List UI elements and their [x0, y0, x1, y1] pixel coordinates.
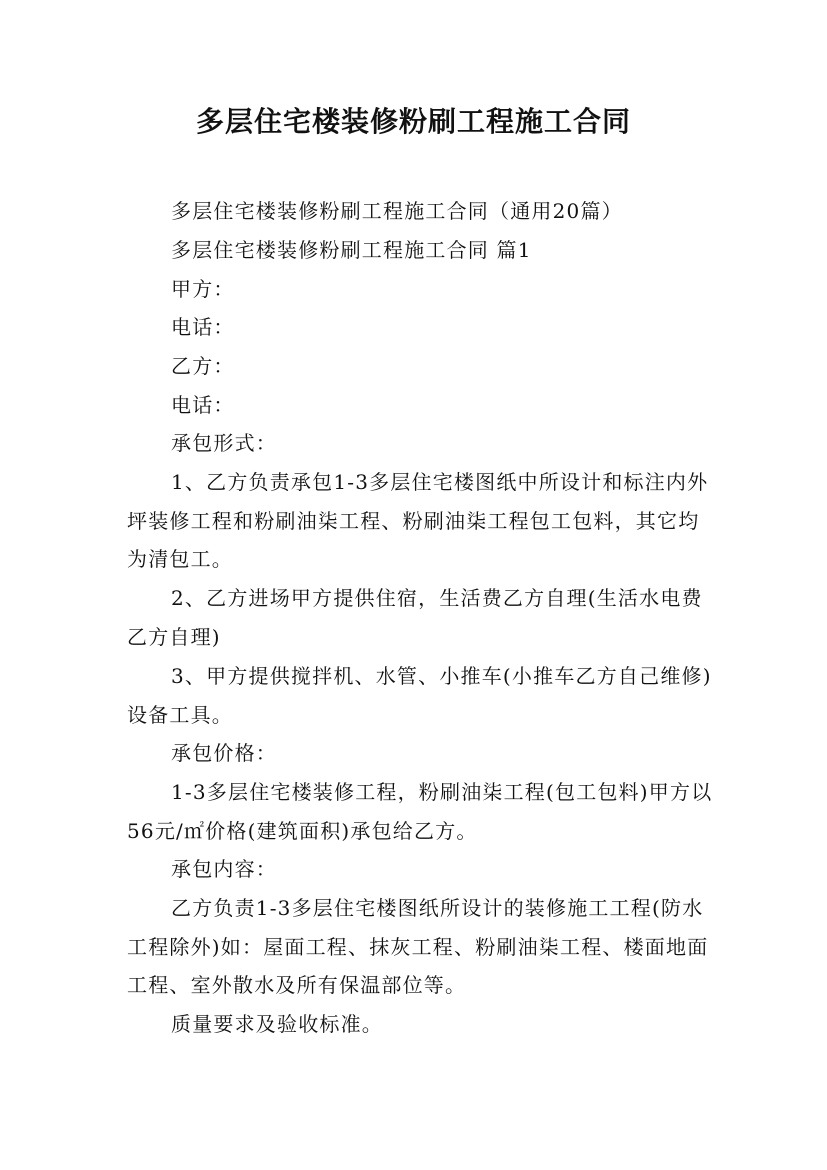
clause-3-paragraph: 3、甲方提供搅拌机、水管、小推车(小推车乙方自己维修)设备工具。	[127, 664, 712, 727]
document-subtitle: 多层住宅楼装修粉刷工程施工合同（通用20篇）	[171, 199, 623, 223]
party-b-label: 乙方：	[171, 354, 235, 378]
clause-1-paragraph: 1、乙方负责承包1-3多层住宅楼图纸中所设计和标注内外坪装修工程和粉刷油柒工程、粉刷油柒工程包工包料，其它均为清包工。	[127, 470, 709, 572]
phone-b-label: 电话：	[171, 393, 235, 417]
quality-heading: 质量要求及验收标准。	[171, 1012, 383, 1036]
party-a-label: 甲方：	[171, 277, 235, 301]
clause-2-paragraph: 2、乙方进场甲方提供住宿，生活费乙方自理(生活水电费乙方自理)	[127, 586, 703, 649]
contract-form-heading: 承包形式：	[171, 431, 277, 455]
section-heading: 多层住宅楼装修粉刷工程施工合同 篇1	[171, 238, 532, 262]
document-title: 多层住宅楼装修粉刷工程施工合同	[195, 105, 631, 138]
phone-a-label: 电话：	[171, 315, 235, 339]
content-heading: 承包内容：	[171, 857, 277, 881]
price-heading: 承包价格：	[171, 741, 277, 765]
content-paragraph: 乙方负责1-3多层住宅楼图纸所设计的装修施工工程(防水工程除外)如：屋面工程、抹灰工程、粉刷油柒工程、楼面地面工程、室外散水及所有保温部位等。	[127, 896, 709, 998]
price-paragraph: 1-3多层住宅楼装修工程，粉刷油柒工程(包工包料)甲方以56元/㎡价格(建筑面积)承包给乙方。	[127, 780, 713, 843]
